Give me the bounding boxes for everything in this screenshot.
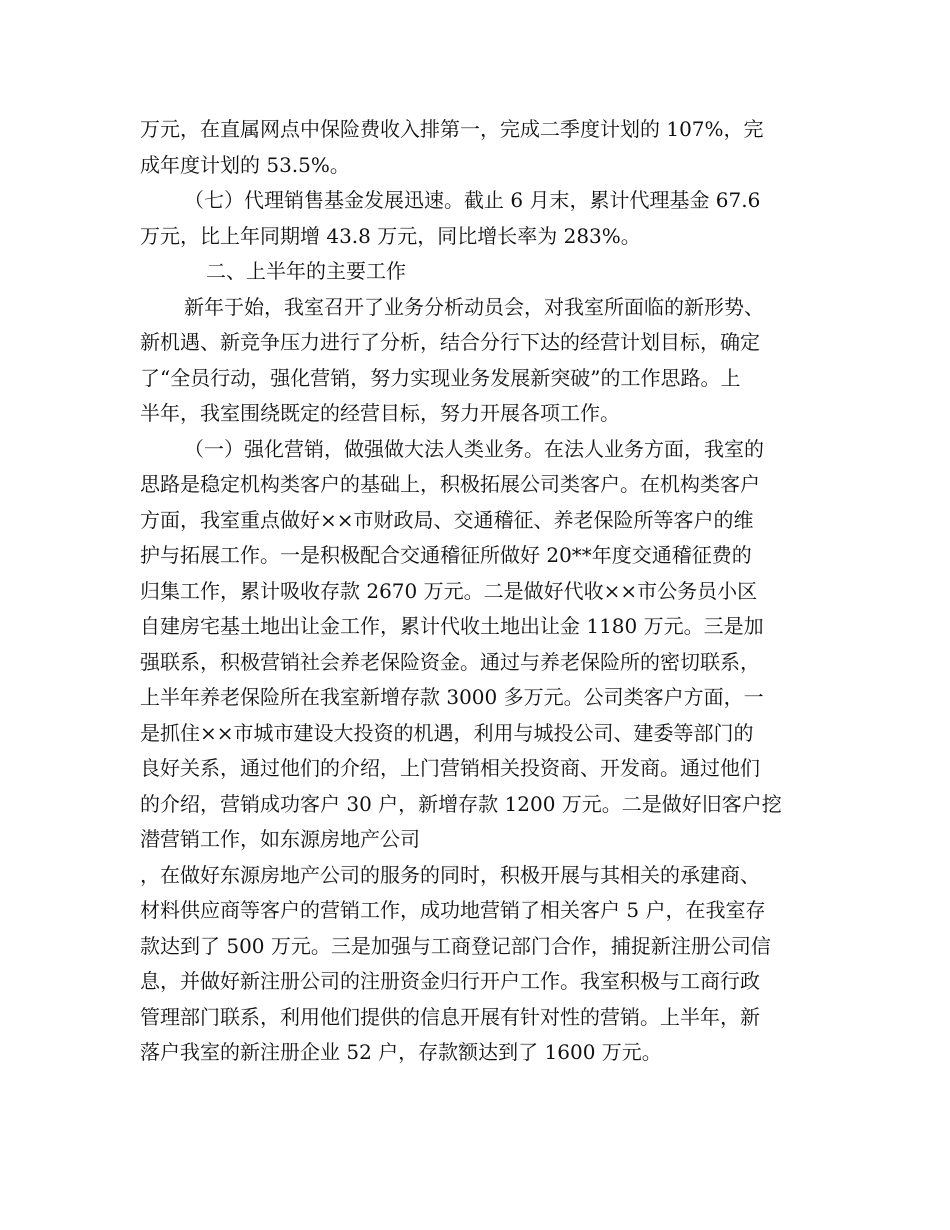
paragraph-line: 半年，我室围绕既定的经营目标，努力开展各项工作。 [140, 401, 620, 425]
paragraph-line: 上半年养老保险所在我室新增存款 3000 多万元。公司类客户方面，一 [140, 685, 764, 709]
paragraph-line: 思路是稳定机构类客户的基础上，积极拓展公司类客户。在机构类客户 [140, 472, 760, 496]
paragraph-line: 方面，我室重点做好××市财政局、交通稽征、养老保险所等客户的维 [140, 507, 754, 532]
paragraph-line: 的介绍，营销成功客户 30 户，新增存款 1200 万元。二是做好旧客户挖 [140, 791, 782, 816]
paragraph-line: 息，并做好新注册公司的注册资金归行开户工作。我室积极与工商行政 [140, 969, 760, 993]
paragraph-line: 落户我室的新注册企业 52 户，存款额达到了 1600 万元。 [140, 1040, 662, 1064]
paragraph-line: 护与拓展工作。一是积极配合交通稽征所做好 20**年度交通稽征费的 [140, 543, 752, 567]
paragraph-line: 自建房宅基土地出让金工作，累计代收土地出让金 1180 万元。三是加 [140, 614, 764, 638]
paragraph-line: ，在做好东源房地产公司的服务的同时，积极开展与其相关的承建商、 [140, 862, 760, 887]
paragraph-line: 强联系，积极营销社会养老保险资金。通过与养老保险所的密切联系， [140, 649, 760, 674]
paragraph-line: 良好关系，通过他们的介绍，上门营销相关投资商、开发商。通过他们 [140, 756, 760, 780]
paragraph-line: 万元，比上年同期增 43.8 万元，同比增长率为 283%。 [140, 223, 641, 248]
paragraph-line: 新机遇、新竞争压力进行了分析，结合分行下达的经营计划目标，确定 [140, 330, 760, 354]
paragraph-line: 潜营销工作，如东源房地产公司 [140, 827, 420, 851]
paragraph-line: 成年度计划的 53.5%。 [140, 152, 350, 177]
paragraph-line: 款达到了 500 万元。三是加强与工商登记部门合作，捕捉新注册公司信 [140, 933, 771, 958]
paragraph-line: 新年于始，我室召开了业务分析动员会，对我室所面临的新形势、 [184, 294, 764, 319]
document-body [140, 112, 812, 1071]
paragraph-line: 是抓住××市城市建设大投资的机遇，利用与城投公司、建委等部门的 [140, 720, 754, 745]
section-heading-main-work: 二、上半年的主要工作 [206, 259, 406, 283]
paragraph-line: 归集工作，累计吸收存款 2670 万元。二是做好代收××市公务员小区 [140, 578, 758, 603]
section-heading-one: （一）强化营销，做强做大法人类业务。在法人业务方面，我室的 [184, 436, 764, 461]
paragraph-line: 了“全员行动，强化营销，努力实现业务发展新突破”的工作思路。上 [140, 365, 741, 390]
paragraph-line: 万元，在直属网点中保险费收入排第一，完成二季度计划的 107%，完 [140, 117, 764, 141]
paragraph-line: 材料供应商等客户的营销工作，成功地营销了相关客户 5 户，在我室存 [140, 898, 766, 922]
section-heading-seven: （七）代理销售基金发展迅速。截止 6 月末，累计代理基金 67.6 [184, 188, 761, 212]
paragraph-line: 管理部门联系，利用他们提供的信息开展有针对性的营销。上半年，新 [140, 1004, 760, 1029]
